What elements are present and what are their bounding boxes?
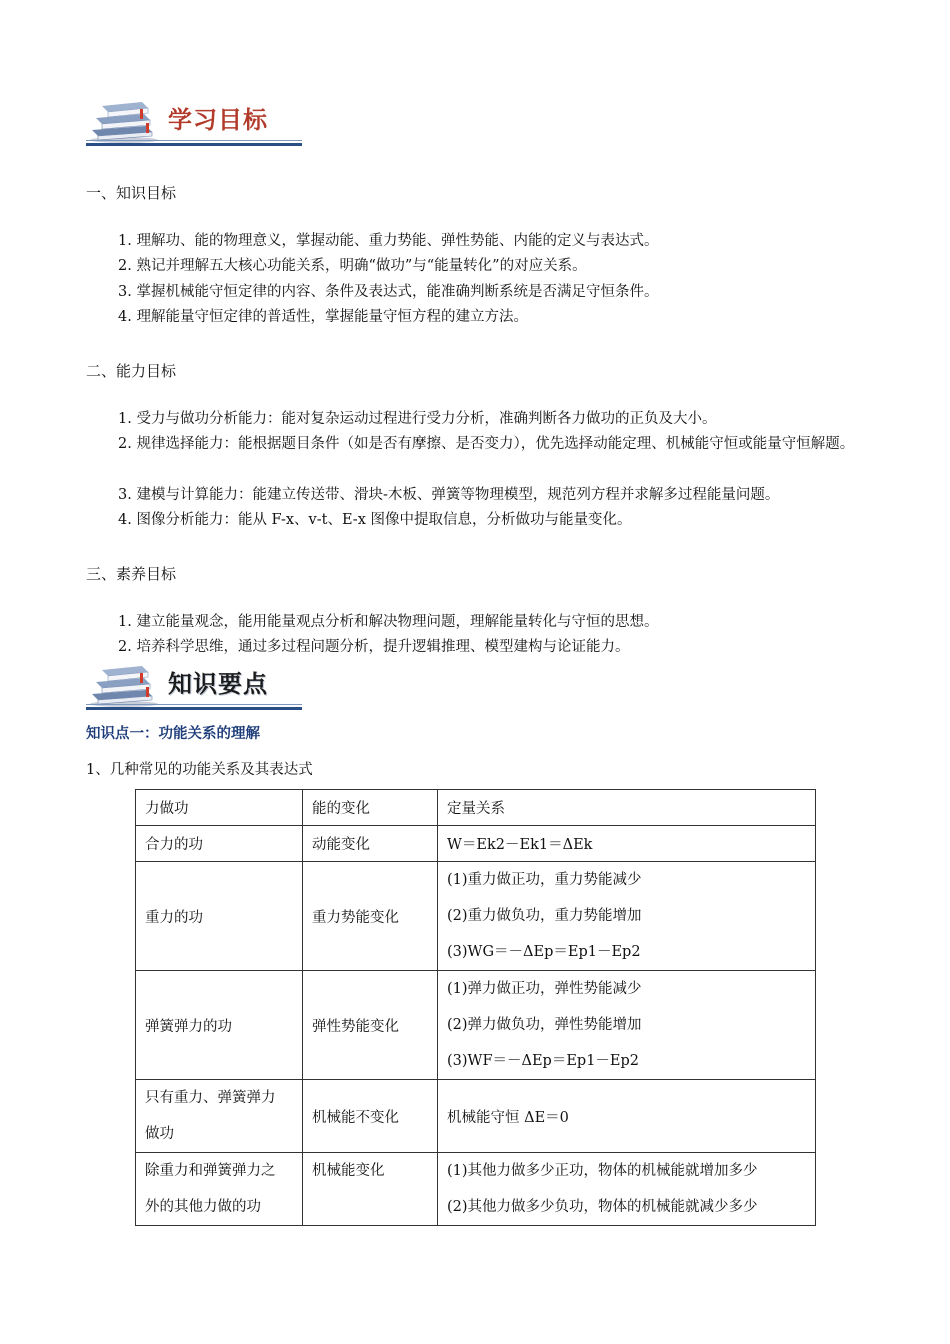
list-item: 3. 建模与计算能力：能建立传送带、滑块-木板、弹簧等物理模型，规范列方程并求解多过程能量问题。 <box>118 487 780 503</box>
table-header-cell: 定量关系 <box>438 790 816 826</box>
cell-line: 只有重力、弹簧弹力 <box>145 1090 276 1106</box>
list-item: 2. 培养科学思维，通过多过程问题分析，提升逻辑推理、模型建构与论证能力。 <box>118 639 630 655</box>
table-header-cell: 力做功 <box>136 790 303 826</box>
list-item: 4. 图像分析能力：能从 F-x、v-t、E-x 图像中提取信息，分析做功与能量变化。 <box>118 512 632 528</box>
cell-line: (1)其他力做多少正功，物体的机械能就增加多少 <box>447 1163 758 1179</box>
banner-title: 学习目标 <box>168 106 268 134</box>
table-cell <box>303 1153 438 1226</box>
section-heading-knowledge: 一、知识目标 <box>86 184 177 202</box>
cell-line: (3)WF＝－ΔEp＝Ep1－Ep2 <box>447 1053 640 1069</box>
books-icon <box>86 96 162 144</box>
table-cell: 动能变化 <box>303 826 438 862</box>
list-item: 3. 掌握机械能守恒定律的内容、条件及表达式，能准确判断系统是否满足守恒条件。 <box>118 284 659 300</box>
table-row <box>136 1080 816 1153</box>
knowledge-point-title: 知识点一：功能关系的理解 <box>86 726 260 742</box>
table-cell: 弹簧弹力的功 <box>136 971 303 1080</box>
cell-line: (1)重力做正功，重力势能减少 <box>447 872 642 888</box>
table-cell <box>438 1153 816 1226</box>
list-item: 1. 建立能量观念，能用能量观点分析和解决物理问题，理解能量转化与守恒的思想。 <box>118 614 659 630</box>
table-header-row <box>136 790 816 826</box>
list-item: 2. 熟记并理解五大核心功能关系，明确“做功”与“能量转化”的对应关系。 <box>118 258 587 274</box>
cell-line: (2)重力做负功，重力势能增加 <box>447 908 642 924</box>
banner-rule <box>86 143 302 146</box>
cell-line: 做功 <box>145 1126 174 1142</box>
work-energy-table <box>135 789 816 1226</box>
cell-line: (1)弹力做正功，弹性势能减少 <box>447 981 642 997</box>
banner-rule <box>86 704 302 705</box>
banner-rule <box>86 140 302 141</box>
banner-key-points <box>86 660 302 710</box>
books-icon <box>86 660 162 708</box>
banner-rule <box>86 707 302 710</box>
table-cell: 机械能不变化 <box>303 1080 438 1153</box>
table-cell: 重力势能变化 <box>303 862 438 971</box>
table-cell <box>136 1153 303 1226</box>
banner-title: 知识要点 <box>168 670 268 698</box>
cell-line: (3)WG＝－ΔEp＝Ep1－Ep2 <box>447 944 641 960</box>
table-cell <box>136 1080 303 1153</box>
list-item: 4. 理解能量守恒定律的普适性，掌握能量守恒方程的建立方法。 <box>118 309 528 325</box>
list-item: 1. 受力与做功分析能力：能对复杂运动过程进行受力分析，准确判断各力做功的正负及大小。 <box>118 411 717 427</box>
list-item: 2. 规律选择能力：能根据题目条件（如是否有摩擦、是否变力），优先选择动能定理、机械能守恒或能量守恒解题。 <box>118 436 855 452</box>
cell-line: 机械能变化 <box>312 1163 385 1179</box>
list-item: 1. 理解功、能的物理意义，掌握动能、重力势能、弹性势能、内能的定义与表达式。 <box>118 233 659 249</box>
table-cell: 合力的功 <box>136 826 303 862</box>
table-cell: W＝Ek2－Ek1＝ΔEk <box>438 826 816 862</box>
table-cell <box>438 862 816 971</box>
table-cell <box>438 971 816 1080</box>
cell-line: (2)其他力做多少负功，物体的机械能就减少多少 <box>447 1199 758 1215</box>
subsection-heading: 1、几种常见的功能关系及其表达式 <box>86 762 313 778</box>
section-heading-literacy: 三、素养目标 <box>86 565 177 583</box>
table-row <box>136 971 816 1080</box>
table-cell: 弹性势能变化 <box>303 971 438 1080</box>
table-cell: 重力的功 <box>136 862 303 971</box>
table-header-cell: 能的变化 <box>303 790 438 826</box>
section-heading-ability: 二、能力目标 <box>86 362 177 380</box>
table-row <box>136 862 816 971</box>
table-row <box>136 1153 816 1226</box>
cell-line: 外的其他力做的功 <box>145 1199 261 1215</box>
cell-line: 除重力和弹簧弹力之 <box>145 1163 276 1179</box>
table-row <box>136 826 816 862</box>
cell-line: (2)弹力做负功，弹性势能增加 <box>447 1017 642 1033</box>
banner-learning-goals <box>86 96 302 146</box>
table-cell: 机械能守恒 ΔE＝0 <box>438 1080 816 1153</box>
